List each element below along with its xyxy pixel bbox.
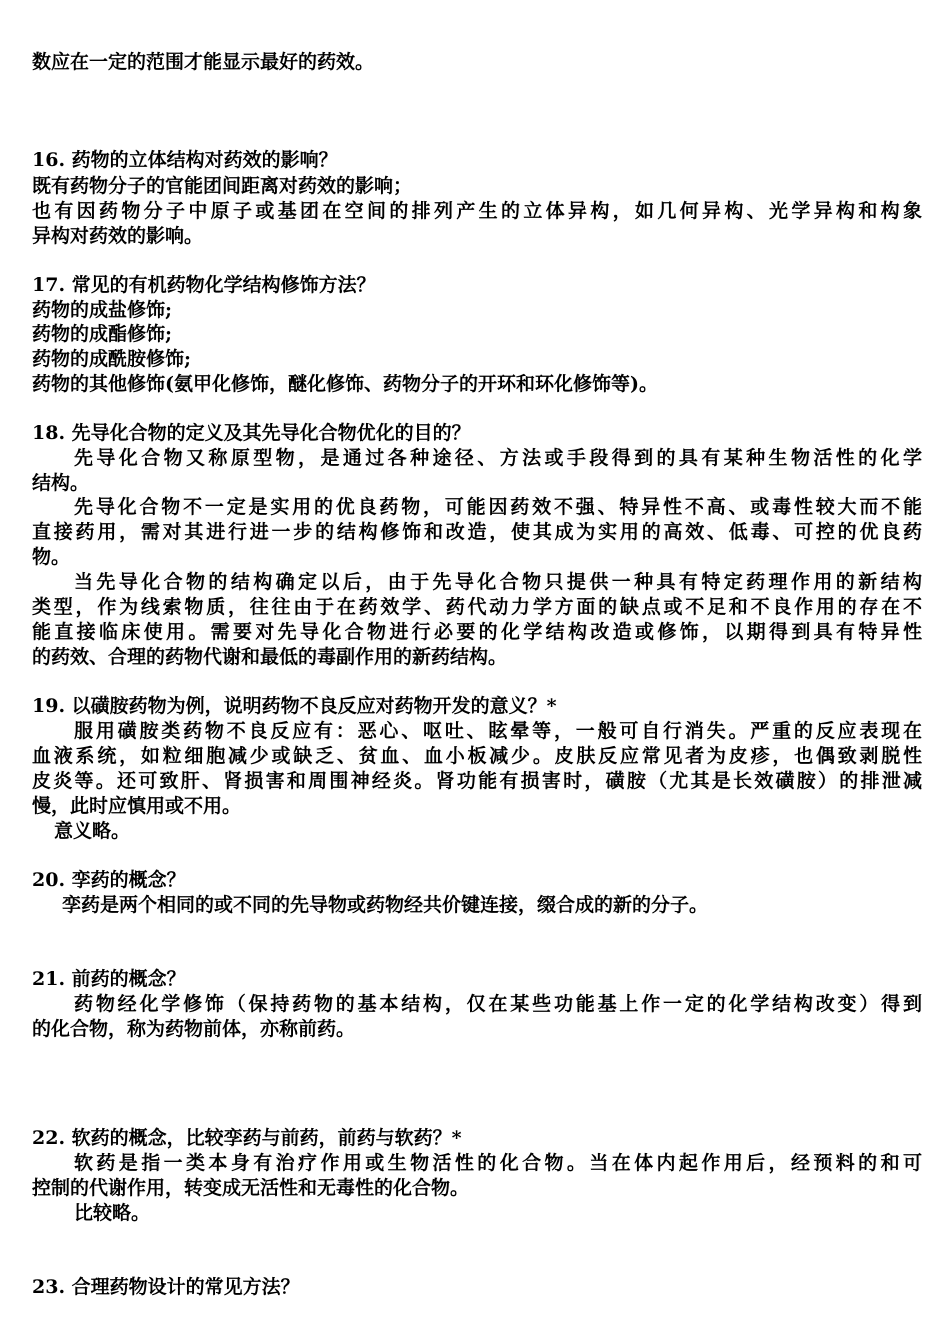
question-21-heading: 21. 前药的概念？ [32, 968, 186, 990]
text-line: 服用磺胺类药物不良反应有：恶心、呕吐、眩晕等，一般可自行消失。严重的反应表现在 [74, 720, 922, 742]
question-20-heading: 20. 孪药的概念？ [32, 869, 186, 891]
question-19-heading: 19. 以磺胺药物为例，说明药物不良反应对药物开发的意义？* [32, 695, 557, 717]
text-line: 慢，此时应慎用或不用。 [32, 795, 242, 817]
text-line: 先导化合物不一定是实用的优良药物，可能因药效不强、特异性不高、或毒性较大而不能 [74, 496, 922, 518]
text-line: 也有因药物分子中原子或基团在空间的排列产生的立体异构，如几何异构、光学异构和构象 [32, 200, 922, 222]
question-22-heading: 22. 软药的概念，比较孪药与前药，前药与软药？* [32, 1127, 462, 1149]
text-line: 的药效、合理的药物代谢和最低的毒副作用的新药结构。 [32, 646, 508, 668]
text-line: 既有药物分子的官能团间距离对药效的影响； [32, 175, 413, 197]
text-line: 数应在一定的范围才能显示最好的药效。 [32, 51, 375, 73]
text-line: 直接药用，需对其进行进一步的结构修饰和改造，使其成为实用的高效、低毒、可控的优良药 [32, 521, 922, 543]
text-line: 药物经化学修饰（保持药物的基本结构，仅在某些功能基上作一定的化学结构改变）得到 [74, 993, 922, 1015]
text-line: 先导化合物又称原型物，是通过各种途径、方法或手段得到的具有某种生物活性的化学 [74, 447, 922, 469]
text-line: 孪药是两个相同的或不同的先导物或药物经共价键连接，缀合成的新的分子。 [62, 894, 709, 916]
question-17-heading: 17. 常见的有机药物化学结构修饰方法？ [32, 274, 376, 296]
text-line: 异构对药效的影响。 [32, 225, 204, 247]
question-23-heading: 23. 合理药物设计的常见方法？ [32, 1276, 300, 1298]
text-line: 药物的成酯修饰; [32, 323, 173, 345]
text-line: 结构。 [32, 472, 90, 494]
text-line: 药物的其他修饰(氨甲化修饰，醚化修饰、药物分子的开环和环化修饰等)。 [32, 373, 658, 395]
text-line: 控制的代谢作用，转变成无活性和无毒性的化合物。 [32, 1177, 470, 1199]
question-16-heading: 16. 药物的立体结构对药效的影响？ [32, 149, 338, 171]
text-line: 皮炎等。还可致肝、肾损害和周围神经炎。肾功能有损害时，磺胺（尤其是长效磺胺）的排泄减 [32, 770, 922, 792]
text-line: 药物的成酰胺修饰; [32, 348, 192, 370]
text-line: 软药是指一类本身有治疗作用或生物活性的化合物。当在体内起作用后，经预料的和可 [74, 1152, 922, 1174]
text-line: 物。 [32, 546, 71, 568]
text-line: 意义略。 [54, 820, 131, 842]
text-line: 药物的成盐修饰; [32, 299, 173, 321]
text-line: 能直接临床使用。需要对先导化合物进行必要的化学结构改造或修饰，以期得到具有特异性 [32, 621, 922, 643]
text-line: 类型，作为线索物质，往往由于在药效学、药代动力学方面的缺点或不足和不良作用的存在不 [32, 596, 922, 618]
text-line: 当先导化合物的结构确定以后，由于先导化合物只提供一种具有特定药理作用的新结构 [74, 571, 922, 593]
question-18-heading: 18. 先导化合物的定义及其先导化合物优化的目的？ [32, 422, 471, 444]
text-line: 的化合物，称为药物前体，亦称前药。 [32, 1018, 356, 1040]
text-line: 血液系统，如粒细胞减少或缺乏、贫血、血小板减少。皮肤反应常见者为皮疹，也偶致剥脱性 [32, 745, 922, 767]
text-line: 比较略。 [74, 1202, 151, 1224]
